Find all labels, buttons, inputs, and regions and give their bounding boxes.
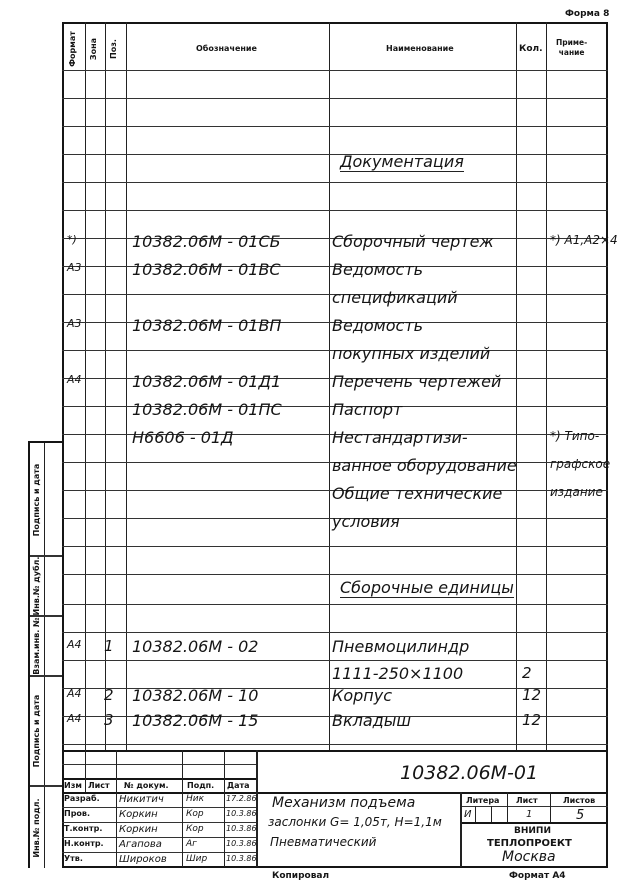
row-pos: 3 <box>104 711 114 729</box>
row-name: Сборочный чертеж <box>332 232 494 251</box>
row-name: Документация <box>340 152 464 171</box>
sheet-value: 1 <box>526 809 533 820</box>
tb-vline <box>116 750 117 867</box>
row-format: А4 <box>67 373 82 386</box>
side-label-inv-podl: Инв.№ подл. <box>32 798 41 858</box>
tb-vline <box>85 750 86 792</box>
row-designation: 10382.06М - 02 <box>132 637 259 656</box>
row-name: спецификаций <box>332 288 458 307</box>
header-qty: Кол. <box>519 44 543 54</box>
tb-vline <box>507 792 508 822</box>
person-sign: Шир <box>186 854 208 864</box>
tb-line <box>62 837 256 838</box>
person-name: Никитич <box>119 794 164 805</box>
row-note: *) А1,А2×4 <box>550 233 618 247</box>
tb-line <box>62 822 256 823</box>
tb-line <box>460 806 608 807</box>
tb-line <box>62 807 256 808</box>
title-line-1: Механизм подъема <box>272 795 416 811</box>
litera-label: Литера <box>466 796 500 805</box>
row-designation: Н6606 - 01Д <box>132 428 234 447</box>
row-pos: 2 <box>104 686 114 704</box>
row-name: покупных изделий <box>332 344 491 363</box>
litera-value: И <box>464 809 472 820</box>
tb-line <box>62 778 256 780</box>
col-line <box>516 22 517 750</box>
form-label: Форма 8 <box>565 9 610 19</box>
person-date: 10.3.86 <box>226 854 257 863</box>
side-label-sign-date-1: Подпись и дата <box>32 463 41 537</box>
litera-cell-line <box>475 806 476 822</box>
format-label: Формат А4 <box>509 871 566 881</box>
doc-number: 10382.06М-01 <box>400 762 539 784</box>
copied-label: Копировал <box>272 871 330 881</box>
title-block-top <box>62 750 608 752</box>
row-line <box>62 574 608 575</box>
row-line <box>62 660 608 661</box>
tb-head-izm: Изм <box>64 781 82 790</box>
row-format: А4 <box>67 712 82 725</box>
header-name: Наименование <box>386 44 454 53</box>
tb-head-doc: № докум. <box>124 781 169 790</box>
header-format: Формат <box>68 31 77 67</box>
col-line <box>126 22 127 750</box>
person-role: Н.контр. <box>64 839 104 848</box>
row-line <box>62 210 608 211</box>
row-designation: 10382.06М - 01ВС <box>132 260 281 279</box>
row-name: Сборочные единицы <box>340 578 514 597</box>
side-stamp <box>28 441 62 868</box>
person-name: Агапова <box>119 839 162 850</box>
tb-line <box>460 822 608 824</box>
person-sign: Аг <box>186 839 197 849</box>
col-line <box>546 22 547 750</box>
sheet-label: Лист <box>516 796 538 805</box>
row-name: Общие технические <box>332 484 503 503</box>
person-date: 10.3.86 <box>226 824 257 833</box>
person-sign: Кор <box>186 809 204 819</box>
person-name: Широков <box>119 854 167 865</box>
row-line <box>62 182 608 183</box>
row-line <box>62 546 608 547</box>
row-designation: 10382.06М - 01ВП <box>132 316 282 335</box>
tb-line <box>62 764 256 765</box>
row-name: Вкладыш <box>332 711 412 730</box>
header-zone: Зона <box>89 37 98 61</box>
side-divider <box>44 443 45 868</box>
row-name: Паспорт <box>332 400 403 419</box>
tb-head-list: Лист <box>88 781 110 790</box>
col-line <box>329 22 330 750</box>
row-name: Перечень чертежей <box>332 372 502 391</box>
side-label-sign-date-2: Подпись и дата <box>32 694 41 768</box>
sheets-label: Листов <box>563 796 596 805</box>
tb-vline <box>182 750 183 867</box>
person-sign: Кор <box>186 824 204 834</box>
title-line-3: Пневматический <box>270 835 377 849</box>
person-role: Т.контр. <box>64 824 103 833</box>
tb-vline <box>550 792 551 822</box>
row-designation: 10382.06М - 01СБ <box>132 232 281 251</box>
person-role: Пров. <box>64 809 91 818</box>
row-format: А3 <box>67 261 82 274</box>
row-line <box>62 126 608 127</box>
row-designation: 10382.06М - 15 <box>132 711 259 730</box>
row-line <box>62 98 608 99</box>
row-name: ванное оборудование <box>332 456 517 475</box>
row-line <box>62 70 608 71</box>
tb-vline <box>460 792 462 867</box>
row-qty: 12 <box>522 686 542 704</box>
row-qty: 12 <box>522 711 542 729</box>
row-designation: 10382.06М - 01Д1 <box>132 372 282 391</box>
header-pos: Поз. <box>109 39 118 59</box>
row-name: Пневмоцилиндр <box>332 637 470 656</box>
row-qty: 2 <box>522 664 532 682</box>
col-line <box>85 22 86 750</box>
row-format: А4 <box>67 638 82 651</box>
row-name: Ведомость <box>332 316 424 335</box>
sheets-value: 5 <box>576 808 585 823</box>
row-pos: 1 <box>104 637 114 655</box>
person-name: Коркин <box>119 824 158 835</box>
org-line-1: ВНИПИ <box>514 826 551 836</box>
row-line <box>62 154 608 155</box>
litera-cell-line <box>491 806 492 822</box>
row-format: А3 <box>67 317 82 330</box>
person-name: Коркин <box>119 809 158 820</box>
header-note: Приме- чание <box>556 38 588 57</box>
row-line <box>62 744 608 745</box>
person-date: 10.3.86 <box>226 809 257 818</box>
row-note: графское <box>550 457 611 471</box>
org-line-2: ТЕПЛОПРОЕКТ <box>487 838 572 849</box>
row-name: Корпус <box>332 686 393 705</box>
tb-vline <box>224 750 225 867</box>
tb-head-sign: Подп. <box>187 781 215 790</box>
person-date: 17.2.86 <box>226 794 257 803</box>
row-designation: 10382.06М - 10 <box>132 686 259 705</box>
row-note: *) Типо- <box>550 429 600 443</box>
row-note: издание <box>550 485 603 499</box>
org-city: Москва <box>502 849 556 865</box>
row-name: Ведомость <box>332 260 424 279</box>
header-designation: Обозначение <box>196 44 257 53</box>
row-name: 1111-250×1100 <box>332 664 464 683</box>
person-role: Разраб. <box>64 794 100 803</box>
title-line-2: заслонки G= 1,05т, Н=1,1м <box>268 815 442 829</box>
row-format: *) <box>67 233 77 246</box>
row-format: А4 <box>67 687 82 700</box>
person-date: 10.3.86 <box>226 839 257 848</box>
row-line <box>62 632 608 633</box>
row-line <box>62 604 608 605</box>
person-sign: Ник <box>186 794 205 804</box>
side-label-inv-dubl: Инв.№ дубл. <box>32 556 41 616</box>
row-designation: 10382.06М - 01ПС <box>132 400 282 419</box>
tb-head-date: Дата <box>227 781 250 790</box>
row-name: условия <box>332 512 400 531</box>
side-label-vzam-inv: Взам.инв. № <box>32 617 41 675</box>
row-name: Нестандартизи- <box>332 428 468 447</box>
tb-line <box>62 852 256 853</box>
person-role: Утв. <box>64 854 83 863</box>
